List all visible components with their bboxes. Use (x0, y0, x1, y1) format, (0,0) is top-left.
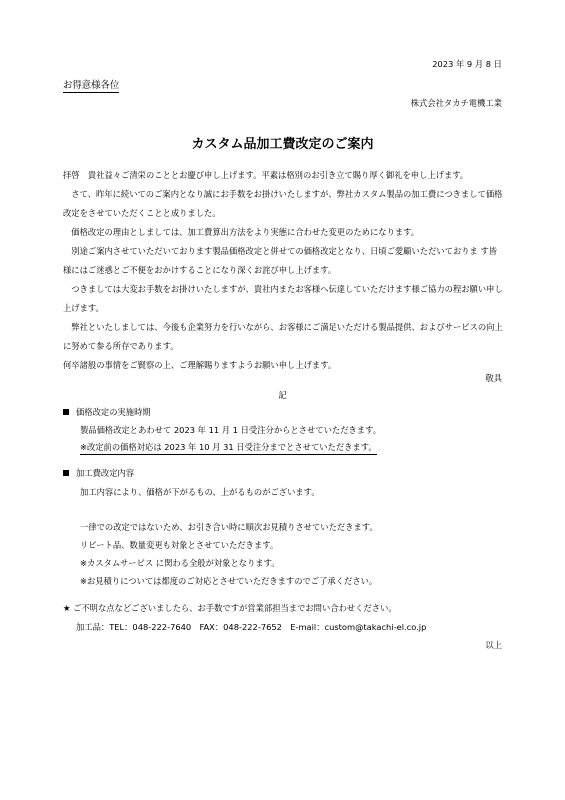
square-bullet-icon (63, 409, 69, 415)
square-bullet-icon (63, 470, 69, 476)
company-name: 株式会社タカチ電機工業 (410, 98, 502, 108)
end-marker: 以上 (485, 640, 502, 650)
paragraph-announcement: さて、昨年に続いてのご案内となり誠にお手数をお掛けいたしますが、弊社カスタム製品の加工費につきまして価格改定をさせていただくことと成りました。 (63, 189, 503, 218)
paragraph-reason: 価格改定の理由としましては、加工費算出方法をより実態に合わせた変更のためになります。 (71, 227, 420, 237)
paragraph-request: つきましては大変お手数をお掛けいたしますが、貴社内またお客様へ伝達していただけます様ご協力の程お願い申し上げます。 (63, 284, 503, 313)
document-title: カスタム品加工費改定のご案内 (191, 137, 374, 152)
addressee: お得意様各位 (63, 80, 119, 93)
content-line: リピート品、数量変更も対象とさせていただきます。 (80, 540, 279, 550)
content-note: ※カスタムサービス に関わる全般が対象となります。 (80, 558, 280, 568)
paragraph-commitment: 弊社といたしましては、今後も企業努力を行いながら、お客様にご満足いただける製品提供、およびサービスの向上に努めて参る所存であります。 (63, 322, 503, 351)
section-heading-text: 価格改定の実施時期 (76, 407, 151, 417)
content-note: ※お見積りについては都度のご対応とさせていただきますのでご了承ください。 (80, 576, 378, 586)
section-content-heading (63, 469, 134, 479)
content-line: 一律での改定ではないため、お引き合い時に順次お見積りさせていただきます。 (80, 522, 378, 532)
schedule-note: ※改定前の価格対応は 2023 年 10 月 31 日受注分までとさせていただきます。 (80, 443, 377, 455)
closing-keigu: 敬具 (485, 373, 502, 383)
content-line: 加工内容により、価格が下がるもの、上がるものがございます。 (80, 487, 320, 497)
ki-marker: 記 (278, 390, 287, 400)
contact-details: 加工品：TEL：048-222-7640 FAX：048-222-7652 E-mail：custom@takachi-el.co.jp (76, 622, 427, 632)
schedule-line: 製品価格改定とあわせて 2023 年 11 月 1 日受注分からとさせていただきます。 (80, 425, 382, 435)
paragraph-understanding: 何卒諸般の事情をご賢察の上、ご理解賜りますようお願い申し上げます。 (63, 360, 337, 370)
contact-note: ★ ご不明な点などございましたら、お手数ですが営業部担当までお問い合わせください。 (63, 603, 397, 613)
document-date: 2023 年 9 月 8 日 (432, 59, 502, 69)
paragraph-greeting: 拝啓 貴社益々ご清栄のこととお慶び申し上げます。平素は格別のお引き立て賜り厚く御礼を申し上げます。 (63, 170, 469, 180)
section-heading-text: 加工費改定内容 (76, 468, 135, 478)
paragraph-apology: 別途ご案内させていただいております製品価格改定と併せての価格改定となり、日頃ご愛顧いただいておりま す皆様にはご迷惑とご不便をおかけすることになり深くお詫び申し上げます。 (63, 246, 498, 275)
section-schedule-heading (63, 408, 151, 418)
